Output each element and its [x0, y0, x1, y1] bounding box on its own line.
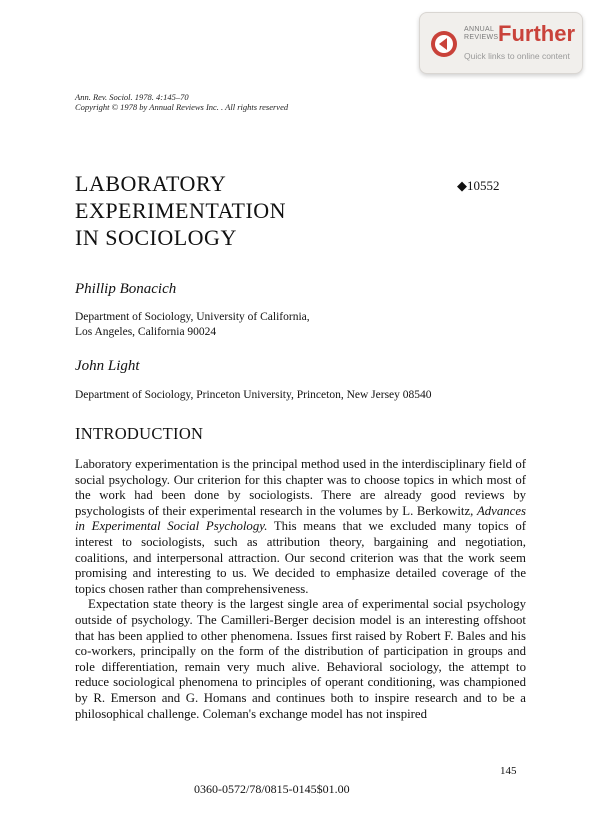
author-name: Phillip Bonacich — [75, 281, 177, 297]
body-text — [75, 457, 526, 722]
article-title: LABORATORY EXPERIMENTATION IN SOCIOLOGY — [75, 171, 287, 250]
author-name: John Light — [75, 358, 140, 374]
article-code: ◆10552 — [457, 178, 500, 193]
page-number: 145 — [500, 765, 517, 777]
further-tagline: Quick links to online content — [464, 51, 570, 61]
arrow-left-circle-icon — [430, 30, 458, 58]
further-badge[interactable] — [419, 12, 583, 74]
paragraph: Laboratory experimentation is the principal method used in the interdisciplinary field of social psychology. Our criterion for this chapter was to choose topics in which most of the work had been done by sociologists. There are already good reviews by psychologists of their experimental research in the volumes by L. Berkowitz, Advances in Experimental Social Psychology. This means that we excluded many topics of interest to sociologists, such as attribution theory, bargaining and negotiation, coalitions, and interpersonal attraction. Our second criterion was that the work seem promising and interesting to us. We decided to emphasize detailed coverage of the topics chosen rather than comprehensiveness. — [75, 457, 526, 596]
footer-code: 0360-0572/78/0815-0145$01.00 — [194, 782, 350, 796]
publisher-wordmark: ANNUAL REVIEWS — [464, 26, 499, 41]
journal-citation: Ann. Rev. Sociol. 1978. 4:145–70 Copyright © 1978 by Annual Reviews Inc. . All rights reserved — [75, 92, 289, 112]
author-affiliation: Department of Sociology, University of California, Los Angeles, California 90024 — [75, 311, 310, 338]
paragraph: Expectation state theory is the largest single area of experimental social psychology outside of psychology. The Camilleri-Berger decision model is an interesting offshoot that has been applied to other phenomena. Issues first raised by Robert F. Bales and his co-workers, principally on the form of the distribution of participation in groups and role differentiation, remain very much alive. Behavioral sociology, the attempt to reduce sociological phenomena to principles of operant conditioning, was championed by R. Emerson and G. Homans and continues both to inspire research and to be a philosophical challenge. Coleman's exchange model has not inspired — [75, 597, 526, 721]
further-title: Further — [498, 21, 575, 46]
section-heading: INTRODUCTION — [75, 424, 204, 443]
author-affiliation: Department of Sociology, Princeton University, Princeton, New Jersey 08540 — [75, 389, 432, 401]
